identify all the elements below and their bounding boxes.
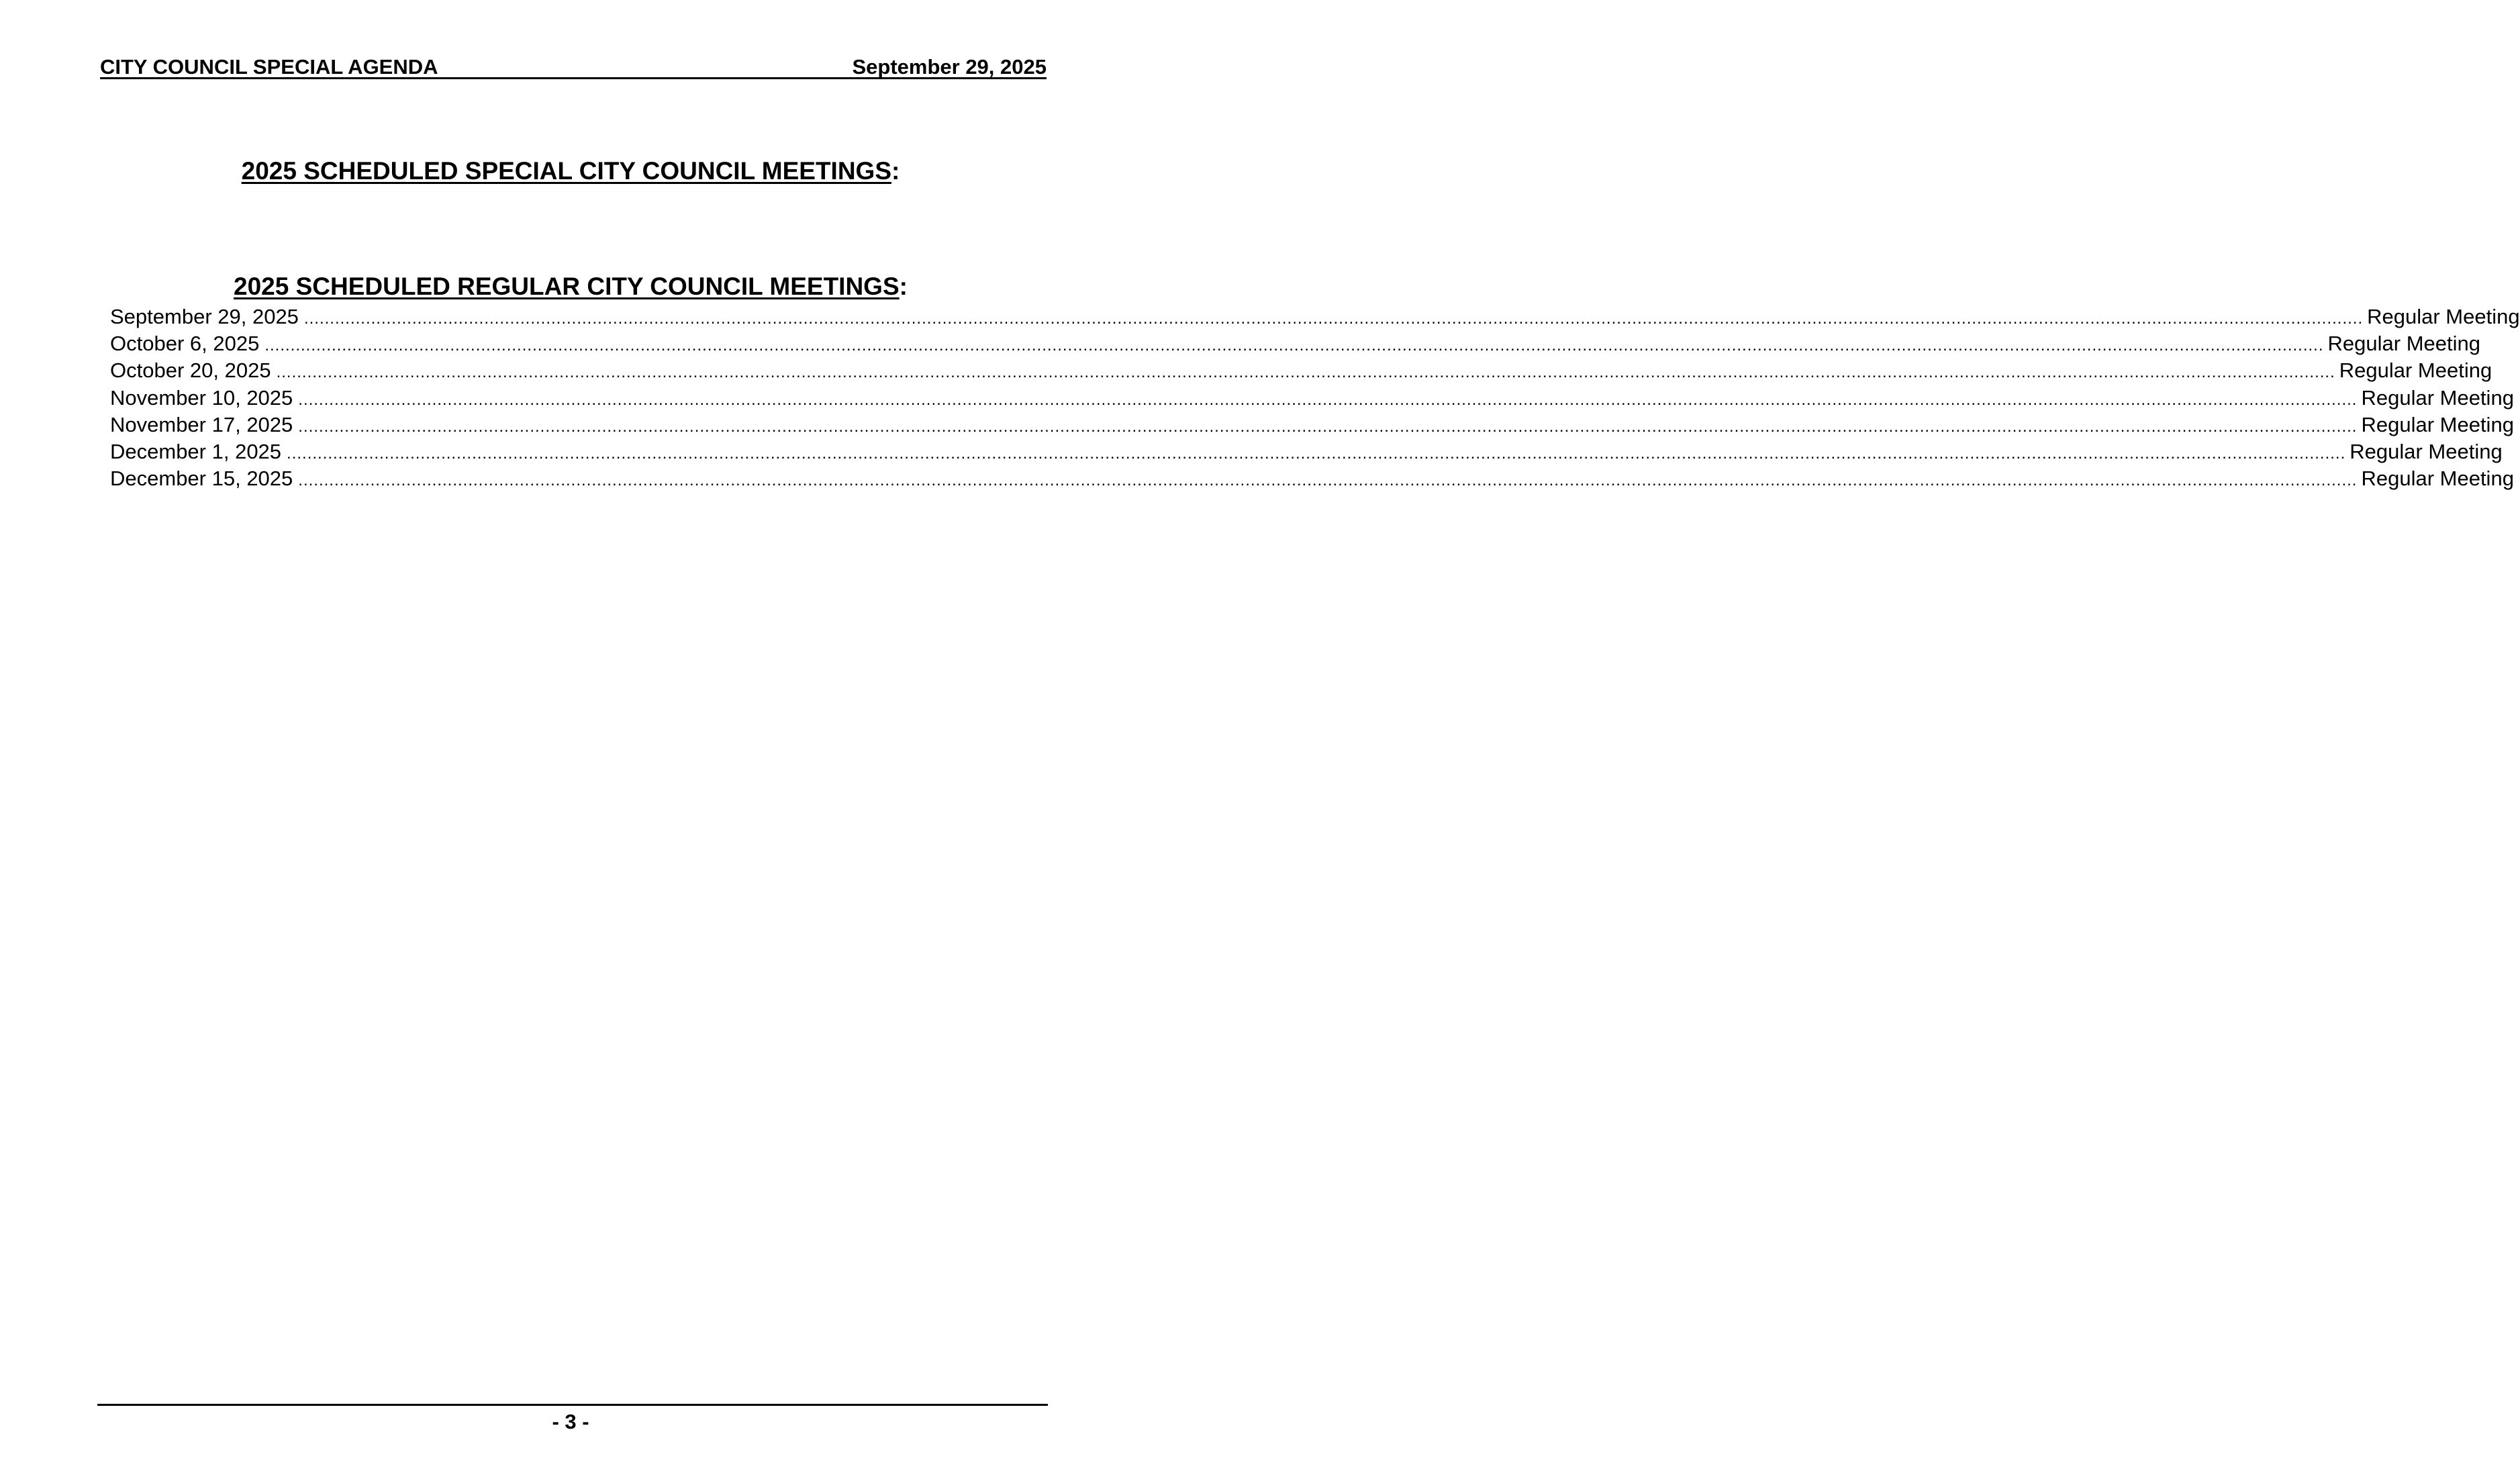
dot-leader: ................................................................................................................................................................................................................................................................................................................................................................................................................	[276, 363, 2335, 382]
meeting-row	[110, 412, 2514, 438]
page-header	[100, 54, 1047, 79]
meeting-date: October 20, 2025	[110, 359, 271, 383]
regular-meetings-list	[110, 303, 2520, 492]
special-meetings-heading	[0, 156, 1141, 187]
special-meetings-title: 2025 SCHEDULED SPECIAL CITY COUNCIL MEETINGS	[241, 157, 892, 185]
meeting-date: December 1, 2025	[110, 439, 282, 463]
meeting-type: Regular Meeting	[2361, 467, 2514, 491]
meeting-date: October 6, 2025	[110, 332, 260, 356]
dot-leader: ................................................................................................................................................................................................................................................................................................................................................................................................................	[303, 309, 2364, 328]
meeting-date: November 10, 2025	[110, 385, 293, 410]
agenda-title: CITY COUNCIL SPECIAL AGENDA	[100, 55, 438, 79]
meeting-row	[110, 357, 2492, 384]
dot-leader: ................................................................................................................................................................................................................................................................................................................................................................................................................	[287, 444, 2346, 463]
meeting-row	[110, 330, 2480, 357]
meeting-date: November 17, 2025	[110, 412, 293, 436]
meeting-type: Regular Meeting	[2327, 332, 2480, 356]
meeting-date: December 15, 2025	[110, 467, 293, 491]
special-meetings-colon: :	[891, 157, 900, 185]
meeting-type: Regular Meeting	[2361, 412, 2514, 436]
meeting-row	[110, 465, 2514, 492]
regular-meetings-colon: :	[899, 273, 908, 300]
agenda-date: September 29, 2025	[852, 55, 1047, 79]
footer-divider	[97, 1404, 1048, 1406]
meeting-date: September 29, 2025	[110, 305, 299, 328]
meeting-row	[110, 385, 2514, 412]
dot-leader: ................................................................................................................................................................................................................................................................................................................................................................................................................	[298, 390, 2358, 409]
meeting-type: Regular Meeting	[2339, 359, 2492, 383]
page-number: - 3 -	[552, 1410, 589, 1433]
meeting-type: Regular Meeting	[2349, 439, 2503, 463]
meeting-type: Regular Meeting	[2361, 385, 2514, 410]
regular-meetings-heading	[0, 271, 1141, 302]
dot-leader: ................................................................................................................................................................................................................................................................................................................................................................................................................	[298, 417, 2358, 436]
meeting-type: Regular Meeting	[2367, 305, 2520, 328]
regular-meetings-title: 2025 SCHEDULED REGULAR CITY COUNCIL MEETINGS	[234, 273, 900, 300]
dot-leader: ................................................................................................................................................................................................................................................................................................................................................................................................................	[298, 471, 2358, 490]
meeting-row	[110, 438, 2503, 465]
meeting-row	[110, 303, 2520, 330]
dot-leader: ................................................................................................................................................................................................................................................................................................................................................................................................................	[264, 336, 2324, 355]
